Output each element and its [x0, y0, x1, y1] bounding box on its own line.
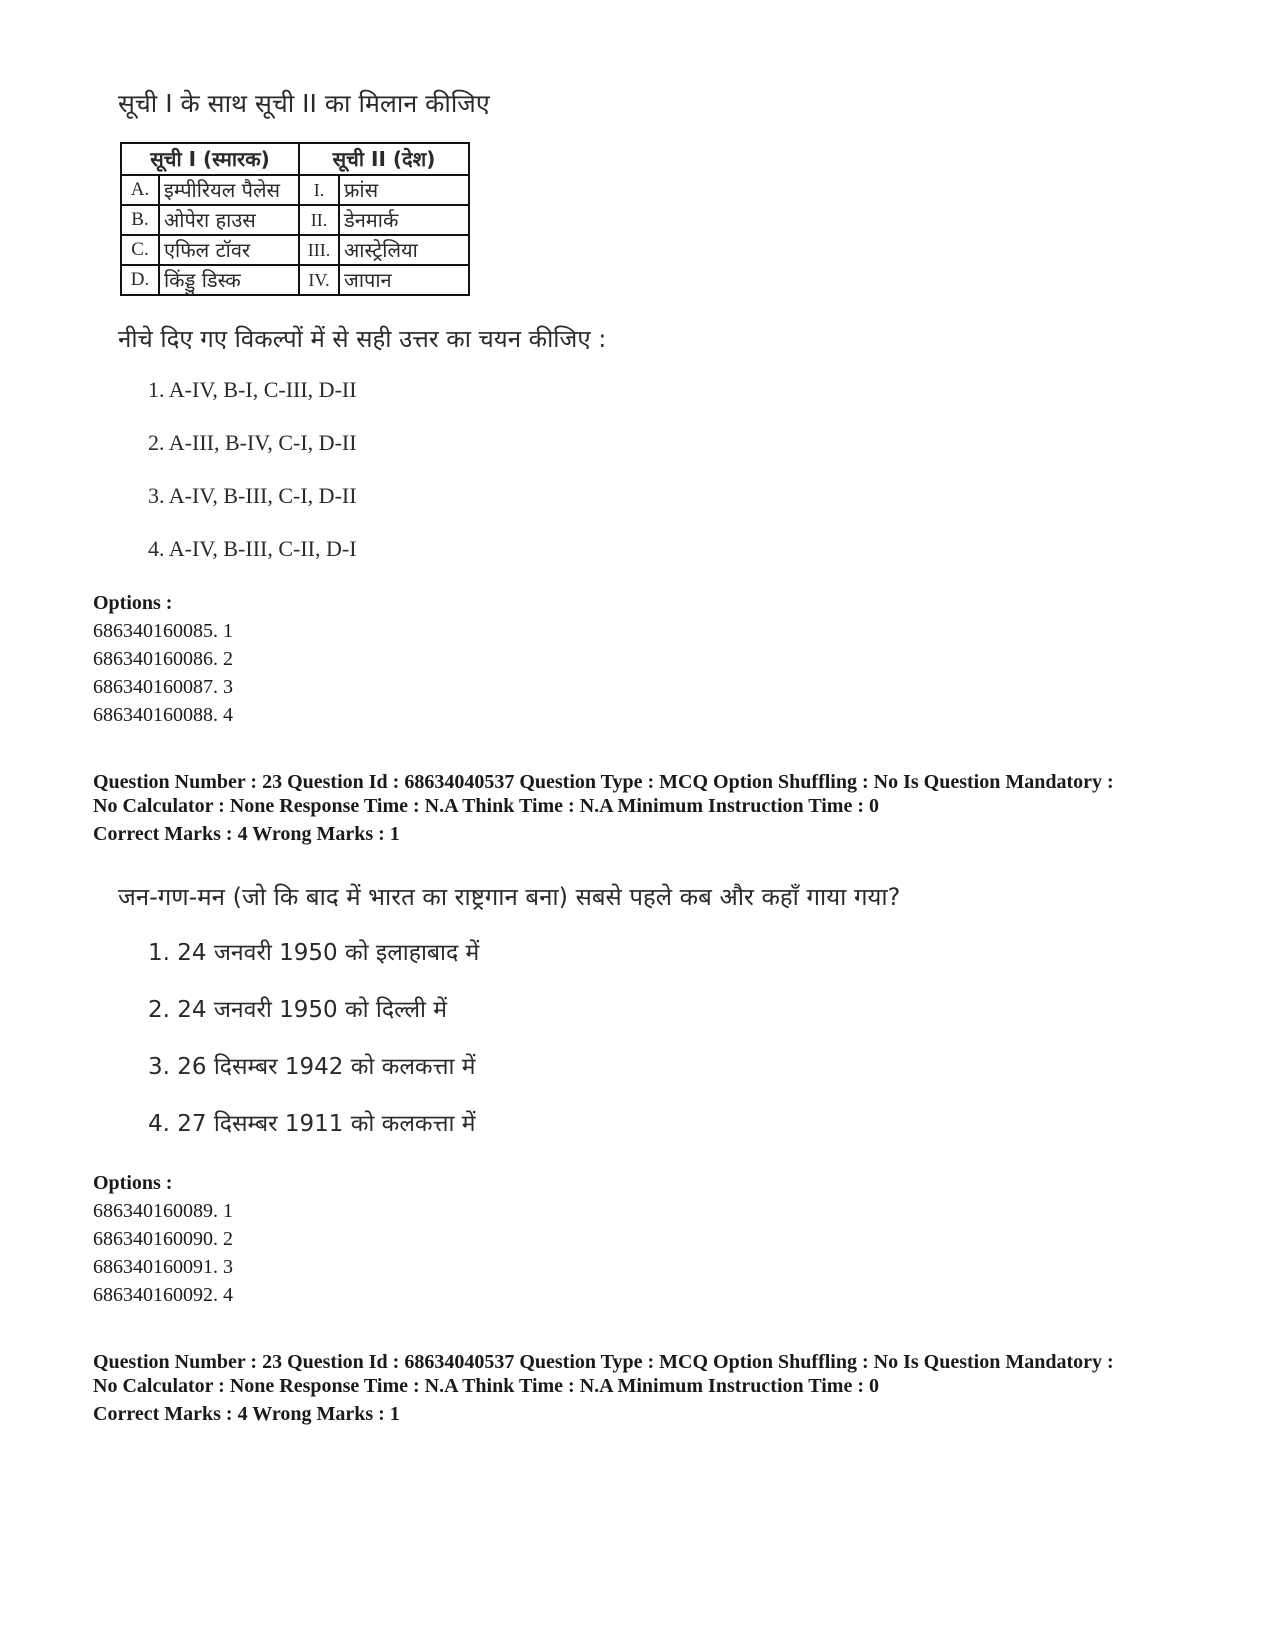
row-letter: B. — [121, 205, 159, 235]
row-letter: C. — [121, 235, 159, 265]
monument-cell: ओपेरा हाउस — [159, 205, 299, 235]
question-1-instruction: नीचे दिए गए विकल्पों में से सही उत्तर का चयन कीजिए : — [118, 325, 607, 353]
row-roman: II. — [299, 205, 339, 235]
option-id-line: 686340160086. 2 — [93, 648, 233, 670]
question-1-choice-3: 3. A-IV, B-III, C-I, D-II — [148, 483, 357, 508]
country-cell: डेनमार्क — [339, 205, 469, 235]
list-1-header: सूची I (स्मारक) — [121, 143, 299, 175]
options-label: Options : — [93, 1172, 173, 1194]
row-roman: III. — [299, 235, 339, 265]
row-letter: A. — [121, 175, 159, 205]
country-cell: जापान — [339, 265, 469, 295]
question-2-choice-4: 4. 27 दिसम्बर 1911 को कलकत्ता में — [148, 1111, 476, 1137]
option-id-line: 686340160092. 4 — [93, 1284, 233, 1306]
question-1-prompt: सूची I के साथ सूची II का मिलान कीजिए — [118, 89, 490, 118]
monument-cell: किंड्डु डिस्क — [159, 265, 299, 295]
table-row — [121, 235, 469, 265]
question-2-choice-1: 1. 24 जनवरी 1950 को इलाहाबाद में — [148, 940, 480, 966]
table-row — [121, 265, 469, 295]
options-label: Options : — [93, 592, 173, 614]
country-cell: आस्ट्रेलिया — [339, 235, 469, 265]
table-row — [121, 205, 469, 235]
question-meta-line-1: Question Number : 23 Question Id : 68634040537 Question Type : MCQ Option Shuffling : No Is Question Mandatory : — [93, 1351, 1114, 1373]
monument-cell: एफिल टॉवर — [159, 235, 299, 265]
option-id-line: 686340160089. 1 — [93, 1200, 233, 1222]
question-2-choice-3: 3. 26 दिसम्बर 1942 को कलकत्ता में — [148, 1054, 476, 1080]
option-id-line: 686340160085. 1 — [93, 620, 233, 642]
option-id-line: 686340160090. 2 — [93, 1228, 233, 1250]
question-meta-line-2: No Calculator : None Response Time : N.A Think Time : N.A Minimum Instruction Time : 0 — [93, 1375, 879, 1397]
question-meta-line-2: No Calculator : None Response Time : N.A Think Time : N.A Minimum Instruction Time : 0 — [93, 795, 879, 817]
list-2-header: सूची II (देश) — [299, 143, 469, 175]
option-id-line: 686340160091. 3 — [93, 1256, 233, 1278]
option-id-line: 686340160087. 3 — [93, 676, 233, 698]
question-1-choice-1: 1. A-IV, B-I, C-III, D-II — [148, 377, 357, 402]
table-header-row — [121, 143, 469, 175]
match-table — [120, 142, 470, 296]
table-row — [121, 175, 469, 205]
row-roman: I. — [299, 175, 339, 205]
question-1-choice-4: 4. A-IV, B-III, C-II, D-I — [148, 536, 357, 561]
question-marks-line: Correct Marks : 4 Wrong Marks : 1 — [93, 1403, 400, 1425]
question-2-prompt: जन-गण-मन (जो कि बाद में भारत का राष्ट्रगान बना) सबसे पहले कब और कहाँ गाया गया? — [118, 883, 901, 911]
row-letter: D. — [121, 265, 159, 295]
question-meta-line-1: Question Number : 23 Question Id : 68634040537 Question Type : MCQ Option Shuffling : No Is Question Mandatory : — [93, 771, 1114, 793]
country-cell: फ्रांस — [339, 175, 469, 205]
question-marks-line: Correct Marks : 4 Wrong Marks : 1 — [93, 823, 400, 845]
option-id-line: 686340160088. 4 — [93, 704, 233, 726]
question-2-choice-2: 2. 24 जनवरी 1950 को दिल्ली में — [148, 997, 448, 1023]
monument-cell: इम्पीरियल पैलेस — [159, 175, 299, 205]
question-1-choice-2: 2. A-III, B-IV, C-I, D-II — [148, 430, 357, 455]
row-roman: IV. — [299, 265, 339, 295]
